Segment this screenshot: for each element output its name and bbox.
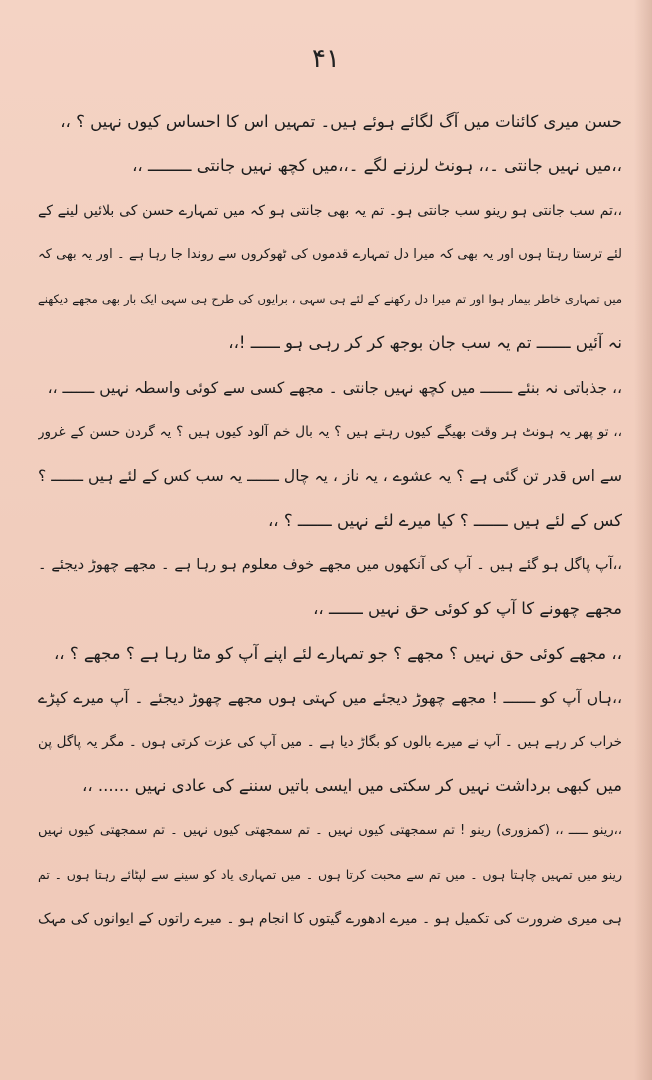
text-line: حسن میری کائنات میں آگ لگائے ہوئے ہیں۔ تمہیں اس کا احساس کیوں نہیں ؟ ،، [60, 112, 622, 131]
text-line: لئے ترستا رہتا ہوں اور یہ بھی کہ میرا دل تمہارے قدموں کی ٹھوکروں سے روندا جا رہا ہے ۔ اور یہ بھی کہ [38, 246, 622, 262]
text-line: مجھے چھونے کا آپ کو کوئی حق نہیں ـــــــ ،، [313, 599, 622, 619]
text-line: میں تمہاری خاطر بیمار ہوا اور تم میرا دل رکھنے کے لئے ہی سہی ، برایوں کی طرح ہی سہی ایک بار بھی مجھے دیکھنے [38, 292, 622, 307]
page-number: ۴۱ [312, 44, 340, 74]
text-line: خراب کر رہے ہیں ۔ آپ نے میرے بالوں کو بگاڑ دیا ہے ۔ میں آپ کی عزت کرتی ہوں ۔ مگر یہ پاگل پن [38, 734, 622, 751]
text-line: ،،آپ پاگل ہو گئے ہیں ۔ آپ کی آنکھوں میں مجھے خوف معلوم ہو رہا ہے ۔ مجھے چھوڑ دیجئے ۔ [38, 556, 622, 573]
text-line: ،،میں نہیں جانتی ۔،، ہونٹ لرزنے لگے ۔،،میں کچھ نہیں جانتی ـــــــــ ،، [132, 156, 622, 176]
text-line: ہی میری ضرورت کی تکمیل ہو ۔ میرے ادھورے گیتوں کا انجام ہو ۔ میرے راتوں کے ایوانوں کی مہک [38, 911, 622, 928]
body-text [38, 100, 622, 942]
text-line: ،،ہاں آپ کو ـــــــ ! مجھے چھوڑ دیجئے میں کہتی ہوں مجھے چھوڑ دیجئے ۔ آپ میرے کپڑے [38, 688, 622, 707]
text-line: سے اس قدر تن گئی ہے ؟ یہ عشوے ، یہ ناز ، یہ چال ـــــــ یہ سب کس کے لئے ہیں ـــــــ ؟ [38, 467, 622, 486]
text-line: ،،رینو ـــــ ،، (کمزوری) رینو ! تم سمجھتی کیوں نہیں ۔ تم سمجھتی کیوں نہیں ۔ تم سمجھتی کیوں نہیں [38, 822, 622, 838]
text-line: ،، تو پھر یہ ہونٹ ہر وقت بھیگے کیوں رہتے ہیں ؟ یہ بال خم آلود کیوں ہیں ؟ یہ گردن حسن کے غرور [38, 424, 622, 441]
text-line: ،، مجھے کوئی حق نہیں ؟ مجھے ؟ جو تمہارے لئے اپنے آپ کو مٹا رہا ہے ؟ مجھے ؟ ،، [53, 643, 622, 663]
text-line: کس کے لئے ہیں ـــــــ ؟ کیا میرے لئے نہیں ـــــــ ؟ ،، [267, 510, 622, 530]
text-line: میں کبھی برداشت نہیں کر سکتی میں ایسی باتیں سننے کی عادی نہیں ...... ،، [82, 776, 622, 796]
page-edge-shadow [634, 0, 652, 1080]
text-line: نہ آئیں ـــــــ تم یہ سب جان بوجھ کر کر رہی ہو ــــــ !،، [228, 333, 622, 353]
text-line: ،، جذباتی نہ بنئے ـــــــ میں کچھ نہیں جانتی ۔ مجھے کسی سے کوئی واسطہ نہیں ـــــــ ،، [47, 378, 622, 397]
text-line: ،،تم سب جانتی ہو رینو سب جانتی ہو۔ تم یہ بھی جانتی ہو کہ میں تمہارے حسن کی بلائیں لینے کے [38, 202, 622, 219]
text-line: رینو میں تمہیں چاہتا ہوں ۔ میں تم سے محبت کرتا ہوں ۔ میں تمہاری یاد کو سینے سے لپٹائے رہتا ہوں ۔ تم [38, 867, 622, 883]
